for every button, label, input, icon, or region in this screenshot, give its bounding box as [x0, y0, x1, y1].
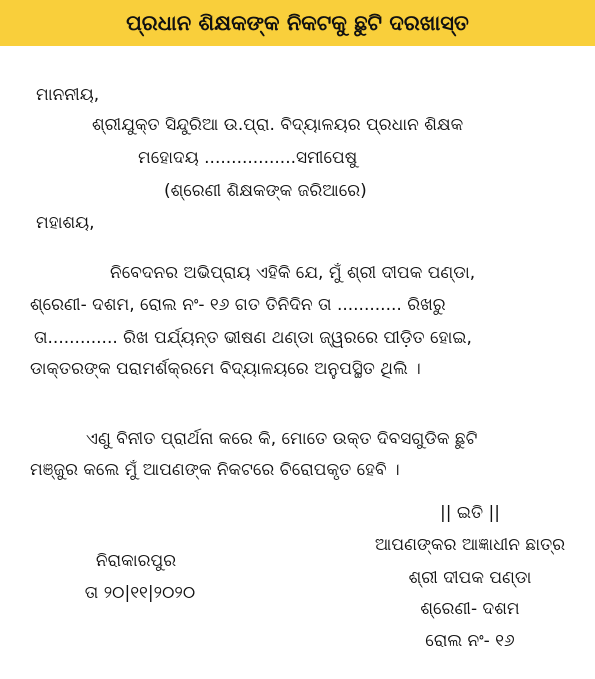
body-line: ଶ୍ରେଣୀ- ଦଶମ, ରୋଲ ନଂ- ୧୬ ଗତ ତିନିଦିନ ତା ............ ରିଖରୁ — [30, 295, 446, 315]
page-title: ପ୍ରଧାନ ଶିକ୍ଷକଙ୍କ ନିକଟକୁ ଛୁଟି ଦରଖାସ୍ତ — [126, 10, 469, 35]
sign-line: ଶ୍ରେଣୀ- ଦଶମ — [420, 599, 520, 619]
address-greeting: ମହାଶୟ, — [36, 213, 95, 233]
body-line: ଏଣୁ ବିନୀତ ପ୍ରାର୍ଥନା କରେ କି, ମୋତେ ଉକ୍ତ ଦିବସଗୁଡିକ ଛୁଟି — [86, 429, 478, 449]
body-line: ତା............. ରିଖ ପର୍ଯ୍ୟନ୍ତ ଭୀଷଣ ଥଣ୍ଡା ଜ୍ୱରରେ ପୀଡ଼ିତ ହୋଇ, — [34, 328, 472, 348]
via-line: (ଶ୍ରେଣୀ ଶିକ୍ଷକଙ୍କ ଜରିଆରେ) — [164, 181, 367, 201]
honorific-line: ମହୋଦୟ .................ସମୀପେଷୁ — [138, 148, 358, 168]
sign-line: ଶ୍ରୀ ଦୀପକ ପଣ୍ଡା — [408, 568, 532, 588]
body-line: ଡାକ୍ତରଙ୍କ ପରାମର୍ଶକ୍ରମେ ବିଦ୍ୟାଳୟରେ ଅନୁପସ୍ଥିତ ଥିଲି । — [30, 359, 421, 379]
body-line: ମଞ୍ଜୁର କଲେ ମୁଁ ଆପଣଙ୍କ ନିକଟରେ ଚିରୋପକୃତ ହେବି । — [30, 460, 400, 480]
salutation: ମାନନୀୟ, — [36, 85, 100, 105]
sign-line: ଆପଣଙ୍କର ଆଜ୍ଞାଧୀନ ଛାତ୍ର — [374, 535, 566, 555]
closing: || ଇତି || — [440, 503, 500, 523]
recipient-line: ଶ୍ରୀଯୁକ୍ତ ସିନ୍ଦୁରିଆ ଉ.ପ୍ରା. ବିଦ୍ୟାଳୟର ପ୍ରଧାନ ଶିକ୍ଷକ — [92, 115, 464, 135]
header-banner — [0, 0, 595, 46]
sign-line: ରୋଲ ନଂ- ୧୬ — [425, 631, 515, 651]
place: ନିରାକାରପୁର — [95, 551, 177, 571]
date: ତା ୨୦|୧୧|୨୦୨୦ — [84, 583, 196, 603]
body-line: ନିବେଦନର ଅଭିପ୍ରାୟ ଏହିକି ଯେ, ମୁଁ ଶ୍ରୀ ଦୀପକ ପଣ୍ଡା, — [110, 263, 476, 283]
